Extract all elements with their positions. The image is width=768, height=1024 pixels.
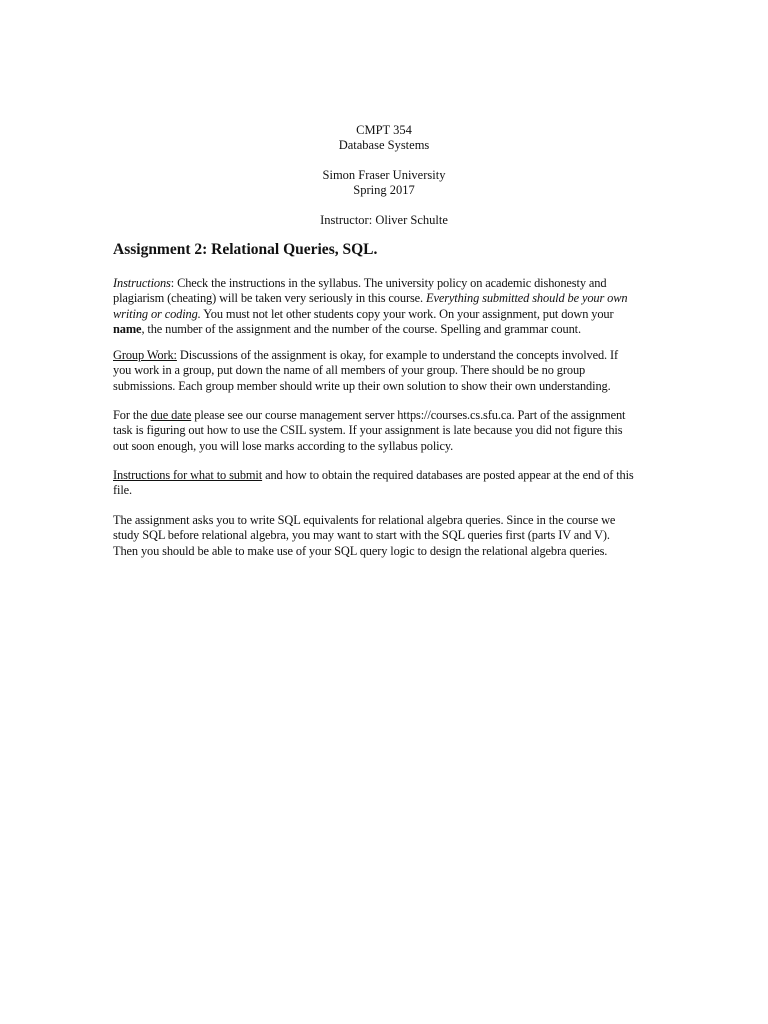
emphasis-text: writing or coding. xyxy=(113,306,201,321)
emphasis-text: Everything submitted should be your own xyxy=(426,291,628,306)
course-name: Database Systems xyxy=(338,138,430,152)
paragraph-line: Then you should be able to make use of your SQL query logic to design the relational algebra queries. xyxy=(113,543,608,558)
term: Spring 2017 xyxy=(353,183,415,197)
university-name: Simon Fraser University xyxy=(322,168,446,182)
paragraph-line xyxy=(113,322,658,337)
instructor: Instructor: Oliver Schulte xyxy=(320,213,448,227)
paragraph-line: out soon enough, you will lose marks according to the syllabus policy. xyxy=(113,438,454,453)
instructions-paragraph xyxy=(113,276,658,337)
text-run: You must not let other students copy your work. On your assignment, put down your xyxy=(200,306,614,321)
instructions-label: Instructions xyxy=(113,276,171,290)
paragraph-line xyxy=(113,408,658,423)
group-work-label: Group Work: xyxy=(113,348,177,362)
paragraph-line: you work in a group, put down the name of all members of your group. There should be no group xyxy=(113,363,586,378)
text-run: : Check the instructions in the syllabus. The university policy on academic dishonesty and xyxy=(170,276,607,290)
text-run: please see our course management server https://courses.cs.sfu.ca. Part of the assignment xyxy=(191,408,626,422)
paragraph-line: study SQL before relational algebra, you may want to start with the SQL queries first (parts IV and V). xyxy=(113,528,610,543)
paragraph-line: file. xyxy=(113,483,133,498)
submission-paragraph xyxy=(113,468,658,499)
paragraph-line xyxy=(113,468,658,483)
due-date-paragraph xyxy=(113,408,658,454)
paragraph-line xyxy=(113,348,658,363)
text-run: Discussions of the assignment is okay, for example to understand the concepts involved. If xyxy=(176,348,619,362)
assignment-title: Assignment 2: Relational Queries, SQL. xyxy=(113,241,378,258)
text-run: plagiarism (cheating) will be taken very seriously in this course. xyxy=(113,291,426,306)
text-run: For the xyxy=(113,408,151,422)
overview-paragraph xyxy=(113,513,658,559)
group-work-paragraph xyxy=(113,348,658,394)
paragraph-line xyxy=(113,307,658,322)
paragraph-line xyxy=(113,291,658,306)
paragraph-line: The assignment asks you to write SQL equivalents for relational algebra queries. Since in the course we xyxy=(113,513,616,527)
bold-text: name xyxy=(113,321,142,336)
paragraph-line xyxy=(113,276,658,291)
due-date-label: due date xyxy=(150,408,192,422)
text-run: , the number of the assignment and the number of the course. Spelling and grammar count. xyxy=(141,321,581,336)
paragraph-line: submissions. Each group member should write up their own solution to show their own understanding. xyxy=(113,378,611,393)
course-code: CMPT 354 xyxy=(356,123,412,137)
paragraph-line: task is figuring out how to use the CSIL system. If your assignment is late because you did not figure this xyxy=(113,423,623,438)
text-run: and how to obtain the required databases are posted appear at the end of this xyxy=(262,468,634,482)
submit-instructions-label: Instructions for what to submit xyxy=(113,468,263,482)
